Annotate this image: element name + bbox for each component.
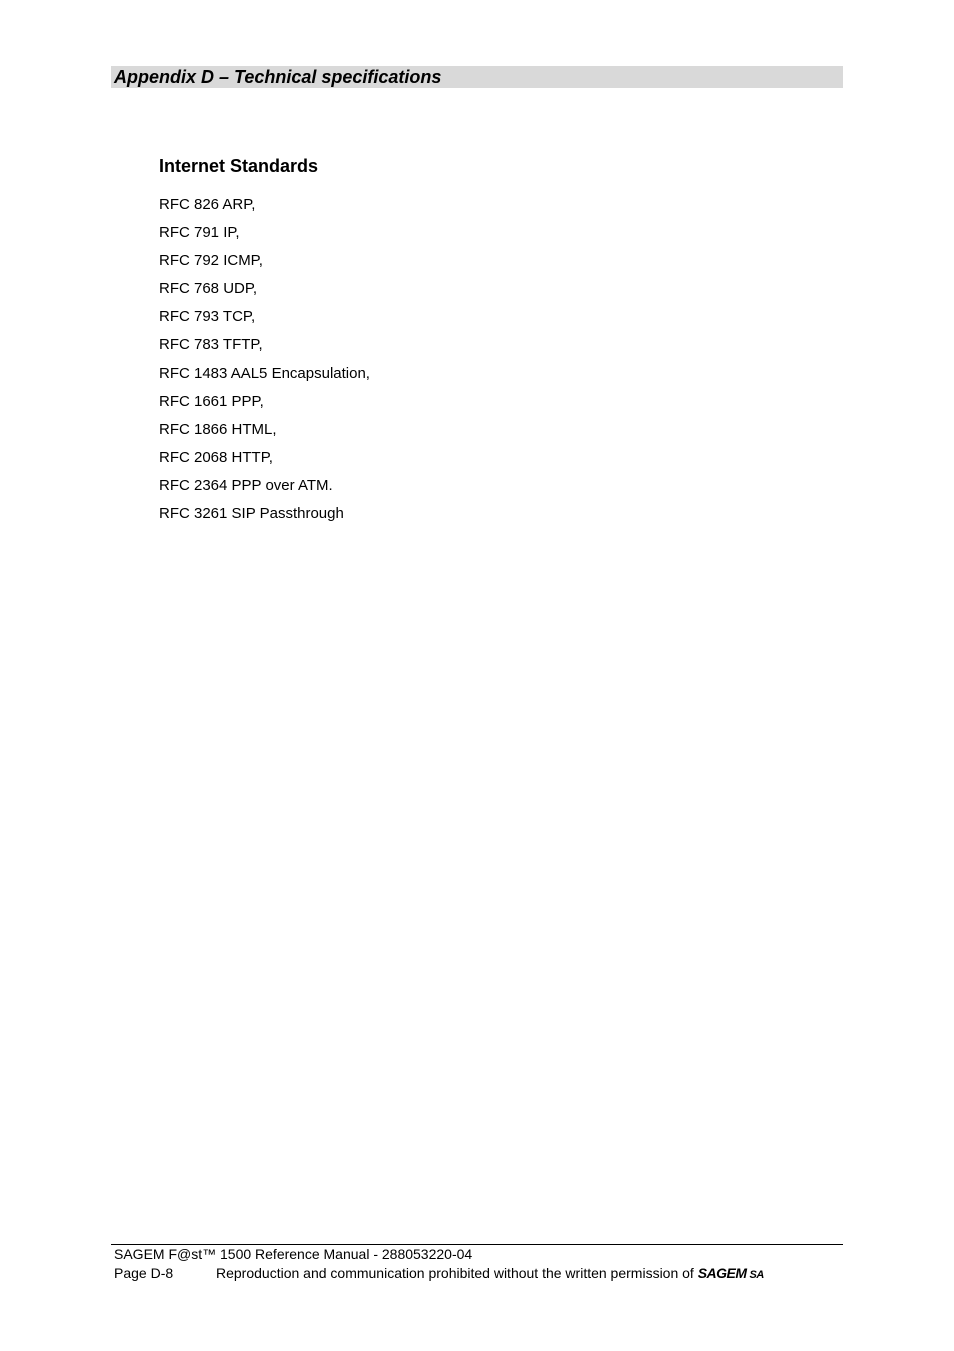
- list-item: RFC 826 ARP,: [159, 196, 256, 213]
- brand-suffix: SA: [749, 1269, 764, 1281]
- brand-name: SAGEM: [697, 1265, 747, 1281]
- footer-notice-text: Reproduction and communication prohibited without the written permission of: [216, 1265, 694, 1281]
- footer-notice: [216, 1264, 764, 1284]
- list-item: RFC 793 TCP,: [159, 308, 256, 326]
- sagem-logo: [698, 1265, 764, 1281]
- footer-manual-title: SAGEM F@st™ 1500 Reference Manual - 288053220-04: [114, 1246, 473, 1262]
- list-item: RFC 1661 PPP,: [159, 392, 264, 410]
- list-item: RFC 2068 HTTP,: [159, 448, 273, 466]
- list-item: RFC 792 ICMP,: [159, 252, 263, 270]
- list-item: RFC 768 UDP,: [159, 280, 258, 298]
- page-title: Appendix D – Technical specifications: [114, 67, 442, 87]
- section-heading: Internet Standards: [159, 156, 319, 176]
- list-item: RFC 783 TFTP,: [159, 336, 263, 354]
- header-bar: [111, 66, 843, 88]
- list-item: RFC 1866 HTML,: [159, 420, 277, 438]
- list-item: RFC 2364 PPP over ATM.: [159, 476, 333, 494]
- footer-page-number: Page D-8: [114, 1265, 174, 1281]
- list-item: RFC 1483 AAL5 Encapsulation,: [159, 364, 370, 382]
- list-item: RFC 791 IP,: [159, 224, 240, 242]
- list-item: RFC 3261 SIP Passthrough: [159, 505, 344, 523]
- rfc-list: [159, 195, 370, 532]
